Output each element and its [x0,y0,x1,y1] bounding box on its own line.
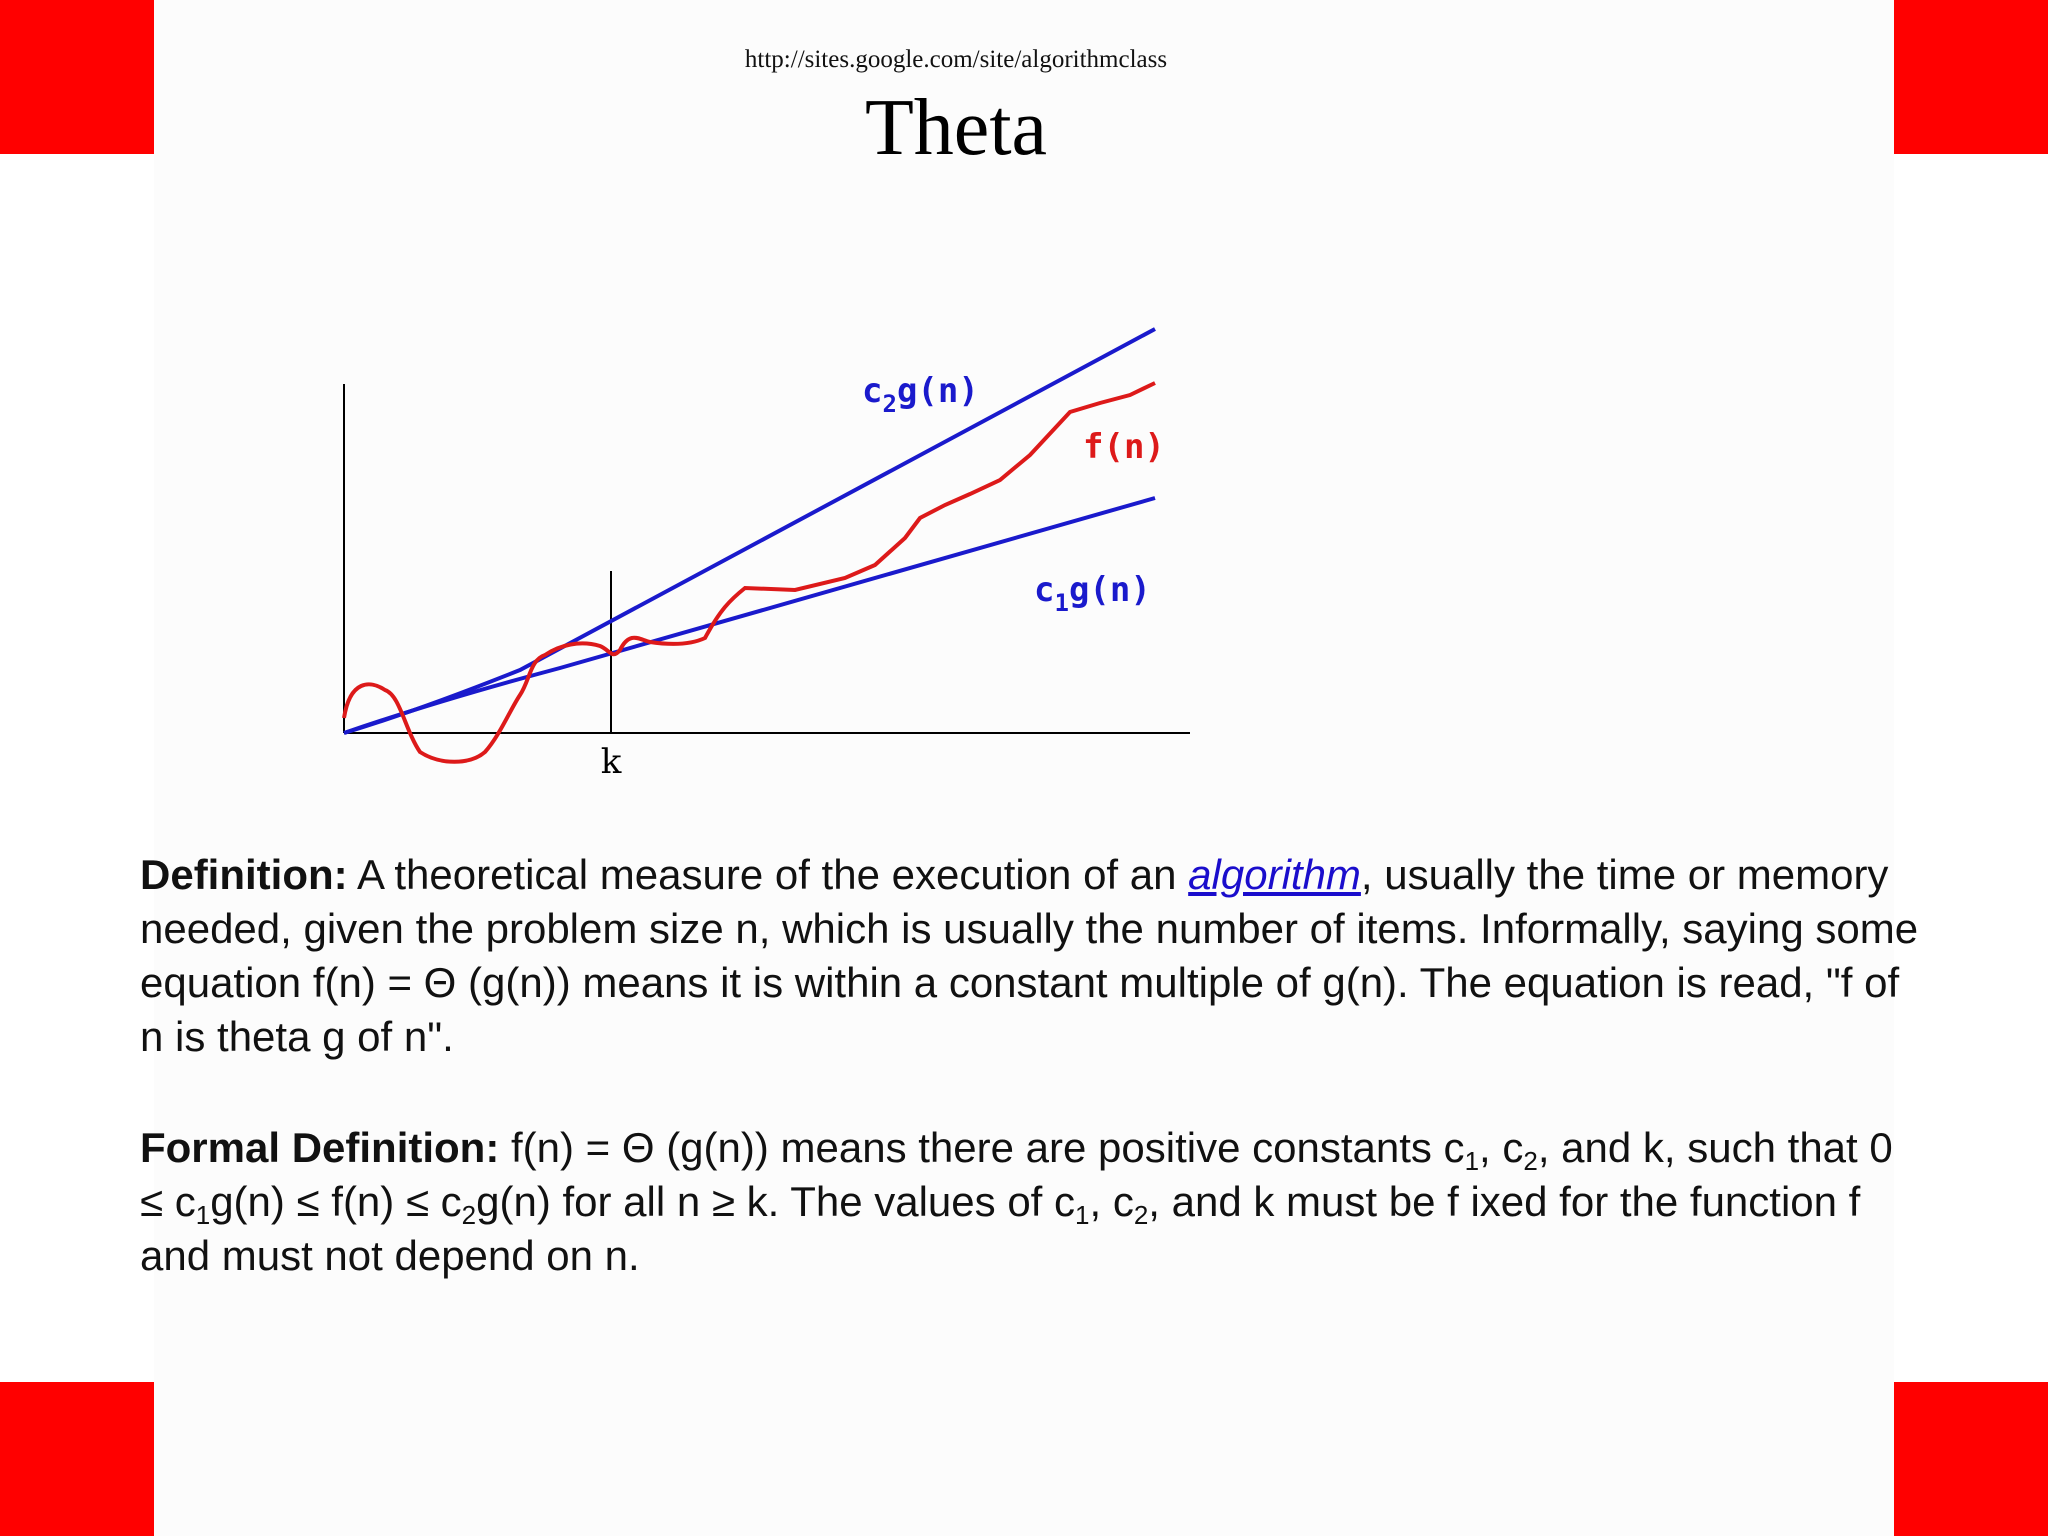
slide-title: Theta [864,84,1048,172]
corner-decoration-top-right [1894,0,2048,154]
definition-paragraph [140,848,1920,1064]
formal-text: , and k, such that 0 ≤ c [140,1124,1893,1225]
subscript: 2 [1133,1200,1149,1230]
subscript: 2 [1523,1146,1538,1176]
subscript: 1 [1075,1200,1090,1230]
source-url: http://sites.google.com/site/algorithmclass [744,46,1168,73]
subscript: 1 [195,1200,211,1230]
formal-text: g(n) for all n ≥ k. The values of c [476,1178,1076,1225]
formal-text: , and k must be f ixed for the function f and must not depend on n. [140,1178,1861,1279]
corner-decoration-bottom-left [0,1382,154,1536]
definition-text-1: A theoretical measure of the execution of an [347,851,1189,898]
definition-label: Definition: [140,851,348,898]
formal-text: , c [1479,1124,1524,1171]
k-label: k [600,742,622,782]
lower-bound-label: $c_1g(n)$ [1034,570,1151,617]
definition-text-2: , usually the time or memory needed, given the problem size n, which is usually the number of items. Informally, saying some equation f(n) = Θ (g(n)) means it is within a constant multiple of g(n). The equation is read, "f of n is theta g of n". [140,851,1919,1060]
formal-text: g(n) ≤ f(n) ≤ c [210,1178,462,1225]
corner-decoration-bottom-right [1894,1382,2048,1536]
f-label: f(n) [1083,427,1165,467]
formal-text: , c [1089,1178,1134,1225]
formal-definition-paragraph [140,1121,1920,1283]
upper-bound-label: $c_2g(n)$ [862,371,979,418]
formal-text: f(n) = Θ (g(n)) means there are positive constants c [499,1124,1465,1171]
subscript: 1 [1464,1146,1480,1176]
slide-background [154,0,1894,1536]
formal-definition-label: Formal Definition: [140,1124,500,1171]
subscript: 2 [461,1200,477,1230]
algorithm-link[interactable]: algorithm [1188,851,1361,898]
